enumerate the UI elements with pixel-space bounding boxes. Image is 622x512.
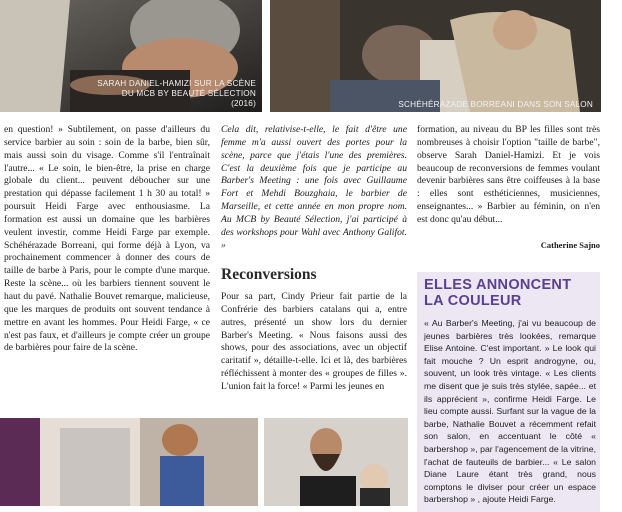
photo-scheherazade-borreani xyxy=(270,0,601,112)
column-1-text: en question! » Subtilement, on passe d'ailleurs du service barbier au soin : soin de la barbe, bien sûr, mais aussi soin du visage. Comme s'il l'entraînait l'autre... « Le soin, le bien-être, la prise en charge globale du client... peuvent déboucher sur une prestation qui dépasse facilement 1 h 30 au total! » poursuit Heidi Farge avec enthousiasme. La formation est aussi un domaine que les barbières veulent investir, comme Heidi Farge par exemple. Schéhérazade Borreani, qui forme déjà à Lyon, va prochainement commencer à donner des cours de taille de barbe à Paris, pour le compte d'une marque. Reste la scène... où les barbiers tiennent souvent le haut du pavé. Nathalie Bouvet remarque, malicieuse, que les marques de produits ont souvent tendance à mettre en avant les hommes. Pour Heidi Farge, « ce n'est pas faux, et d'ailleurs je compte créer un groupe de barbières pour faire de la scène. xyxy=(4,124,210,354)
column-2-body-text: Pour sa part, Cindy Prieur fait partie de la Confrérie des barbiers catalans qui a, entre autres, présenté un show lors du dernier Barber's Meeting. « Nous faisons aussi des shows, pour des associations, avec un objectif caritatif », détaille-t-elle. Ici et là, des barbières réfléchissent à monter des « groupes de filles ». L'union fait la force! « Parmi les jeunes en xyxy=(221,291,407,392)
sidebar-box xyxy=(417,272,600,512)
photo-caption-top-right: SCHÉHÉRAZADE BORREANI DANS SON SALON xyxy=(398,100,593,109)
photo-bottom-left xyxy=(0,418,258,506)
sidebar-body: « Au Barber's Meeting, j'ai vu beaucoup de jeunes barbières très lookées, remarque Elise Antoine. C'est important. » Le look qui fait mouche ? Un esprit androgyne, ou, souvent, un look très vintage. « Les clients me disent que je suis très stylée, sapée... et ils apprécient », confirme Heidi Farge. Le lieu compte aussi. Surfant sur la vague de la barbe, Nathalie Bouvet a récemment refait son salon, en accentuant le côté « barbershop », par l'agencement de la vitrine, l'achat de fauteuils de barbier... « Le salon Diane Laure étant très grand, nous comptons le diviser pour créer un espace barbershop » , ajoute Heidi Farge. xyxy=(424,318,596,505)
article-column-3 xyxy=(417,124,600,227)
column-3-text: formation, au niveau du BP les filles sont très nombreuses à choisir l'option "taille de barbe", observe Sarah Daniel-Hamizi. Et je vois beaucoup de reconversions de femmes voulant devenir barbières sans être coiffeuses à la base : elles sont esthéticiennes, musiciennes, enseignantes... » Barbier au féminin, on n'en est donc qu'au début... xyxy=(417,124,600,225)
section-heading-reconversions: Reconversions xyxy=(221,266,317,283)
photo-caption-top-left: SARAH DANIEL-HAMIZI SUR LA SCÈNE DU MCB BY BEAUTÉ SÉLECTION (2016) xyxy=(97,79,256,108)
article-column-1 xyxy=(4,124,210,355)
article-column-2-top xyxy=(221,124,407,252)
salon-interior-illustration xyxy=(0,418,258,506)
sidebar-title: ELLES ANNONCENT LA COULEUR xyxy=(424,277,572,309)
column-2-quote-text: Cela dit, relativise-t-elle, le fait d'être une femme m'a aussi ouvert des portes pour la scène, parce que j'étais l'une des premières. C'est la deuxième fois que je participe au Barber's Meeting : une fois avec Guillaume Fort et Mehdi Bouzghaia, le barbier de Marseille, et cette année en mon propre nom. Au MCB by Beauté Sélection, j'ai participé à des workshops pour Wahl avec Anthony Galifot. » xyxy=(221,124,407,251)
salon-photo-illustration xyxy=(270,0,601,112)
photo-bottom-middle xyxy=(264,418,408,506)
photo-sarah-daniel-hamizi xyxy=(0,0,262,112)
article-column-2-bottom xyxy=(221,291,407,394)
barbers-portrait-illustration xyxy=(264,418,408,506)
author-signature: Catherine Sajno xyxy=(540,240,600,250)
